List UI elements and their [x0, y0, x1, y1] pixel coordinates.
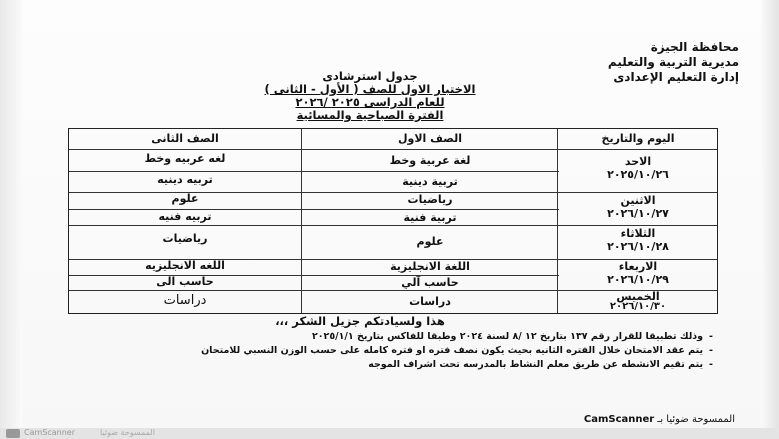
title-line-3: للعام الدراسى ٢٠٢٥ /٢٠٢٦ [295, 95, 445, 109]
row4-date: ٢٠٢٦/١٠/٢٩ [607, 273, 669, 286]
footer-arabic-label: الممسوحة ضوئيا [100, 428, 155, 437]
directorate: مديرية التربية والتعليم [607, 55, 739, 69]
administration: إدارة التعليم الإعدادى [613, 70, 739, 84]
note-1 [312, 331, 713, 342]
row2-second-subject-b: تربيه فنيه [158, 210, 212, 223]
note-1-text: وذلك تطبيقا للقرار رقم ١٣٧ بتاريخ ١٢ /٨ لسنة ٢٠٢٤ وطبقا للفاكس بتاريخ ٢٠٢٥/١/١ [311, 331, 704, 342]
row4-second-subject-b: حاسب الى [156, 275, 214, 288]
title-line-2: الاختبار الاول للصف ( الأول - الثانى ) [264, 82, 476, 96]
right-scan-shadow [761, 0, 779, 439]
left-scan-shadow [0, 0, 22, 439]
governorate: محافظة الجيزة [650, 40, 739, 54]
row4-second-subject-a: اللغه الانجليزيه [145, 259, 225, 272]
row-divider [69, 225, 717, 226]
row3-day: الثلاثاء [620, 227, 656, 240]
row5-day: الخميس [616, 290, 660, 303]
scanner-watermark [584, 414, 735, 425]
row2-first-subject-b: تربية فنية [403, 211, 457, 224]
row2-day: الاثنين [620, 194, 656, 207]
header-first-grade: الصف الاول [397, 132, 462, 145]
row5-second-subject: دراسات [163, 293, 207, 308]
bullet-dash: - [709, 331, 713, 342]
column-divider [301, 129, 302, 313]
closing-thanks: هذا ولسيادتكم جزيل الشكر ،،، [275, 314, 445, 328]
row2-date: ٢٠٢٦/١٠/٢٧ [607, 207, 669, 220]
header-second-grade: الصف الثانى [151, 132, 219, 145]
row3-first-subject: علوم [416, 235, 444, 248]
footer-brand: CamScanner [24, 428, 76, 437]
row1-day: الاحد [624, 155, 652, 168]
document-title-block [210, 70, 530, 122]
row1-first-subject-b: تربية دينية [402, 175, 458, 188]
row2-second-subject-a: علوم [171, 192, 199, 205]
row5-first-subject: دراسات [409, 295, 451, 308]
title-line-4: الفترة الصباحية والمسائية [296, 108, 444, 122]
row4-day: الاربعاء [618, 260, 658, 273]
row3-date: ٢٠٢٦/١٠/٢٨ [607, 240, 669, 253]
scanner-label: الممسوحة ضوئيا بـ [657, 414, 735, 425]
subrow-divider [69, 171, 559, 172]
row1-date: ٢٠٢٥/١٠/٢٦ [607, 168, 669, 181]
row3-second-subject: رياضيات [162, 232, 208, 245]
note-3 [368, 359, 713, 370]
note-2 [201, 345, 713, 356]
column-divider [557, 129, 558, 313]
header-day-date: اليوم والتاريخ [601, 132, 675, 145]
note-2-text: يتم عقد الامتحان خلال الفتره الثانيه بحيث يكون نصف فتره او فتره كامله على حسب الوزن النسبي للامتحان [201, 345, 704, 356]
header-divider [69, 149, 717, 150]
row1-first-subject-a: لغة عربية وخط [389, 154, 471, 167]
authority-header [608, 40, 739, 85]
row5-date: ٢٠٢٦/١٠/٣٠ [609, 301, 667, 312]
exam-schedule-table [68, 128, 718, 314]
row4-first-subject-a: اللغة الانجليزية [390, 260, 470, 273]
camscanner-logo-icon [6, 429, 20, 438]
row1-second-subject-b: تربيه دينيه [157, 173, 213, 186]
row2-first-subject-a: رياضيات [407, 193, 453, 206]
bullet-dash: - [709, 359, 713, 370]
note-3-text: يتم تقيم الانشطه عن طريق معلم النشاط بالمدرسه تحت اشراف الموجه [368, 359, 704, 370]
bullet-dash: - [709, 345, 713, 356]
scanner-footer-strip [0, 428, 779, 439]
title-line-1: جدول استرشادى [322, 69, 418, 83]
scanner-brand: CamScanner [583, 414, 655, 425]
row4-first-subject-b: حاسب آلي [401, 276, 459, 289]
row1-second-subject-a: لغه عربيه وخط [144, 152, 226, 165]
